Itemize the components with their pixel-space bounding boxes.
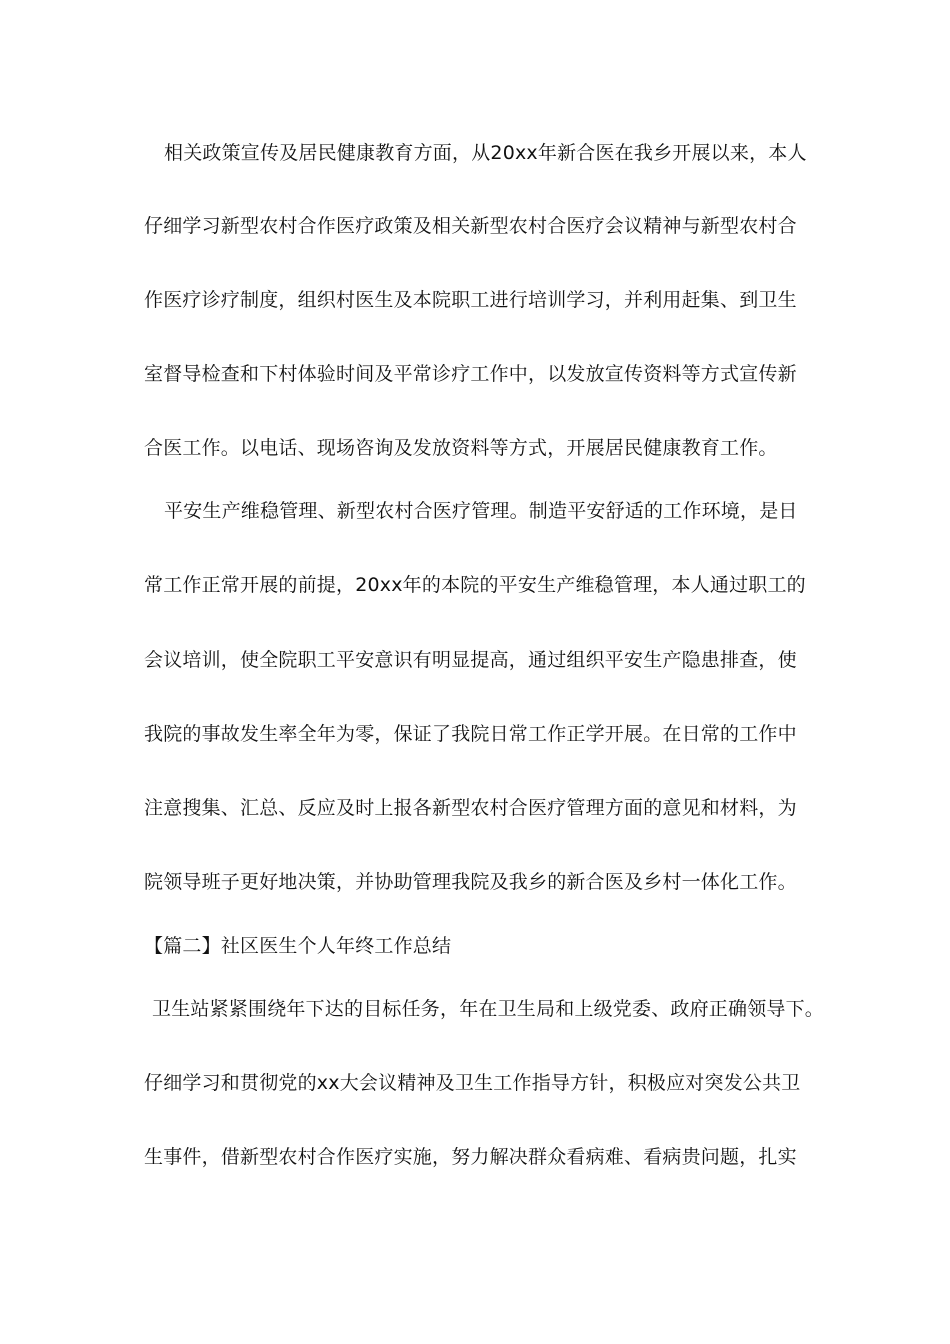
paragraph-line: 院领导班子更好地决策，并协助管理我院及我乡的新合医及乡村一体化工作。 bbox=[144, 871, 797, 893]
paragraph-line: 仔细学习和贯彻党的xx大会议精神及卫生工作指导方针，积极应对突发公共卫 bbox=[144, 1072, 801, 1094]
paragraph-line: 作医疗诊疗制度，组织村医生及本院职工进行培训学习，并利用赶集、到卫生 bbox=[144, 289, 797, 311]
paragraph-line: 相关政策宣传及居民健康教育方面，从20xx年新合医在我乡开展以来，本人 bbox=[164, 142, 807, 164]
paragraph-line: 合医工作。以电话、现场咨询及发放资料等方式，开展居民健康教育工作。 bbox=[144, 437, 778, 459]
paragraph-line: 仔细学习新型农村合作医疗政策及相关新型农村合医疗会议精神与新型农村合 bbox=[144, 215, 797, 237]
section-heading: 【篇二】社区医生个人年终工作总结 bbox=[144, 935, 452, 957]
paragraph-line: 常工作正常开展的前提，20xx年的本院的平安生产维稳管理，本人通过职工的 bbox=[144, 574, 806, 596]
paragraph-line: 我院的事故发生率全年为零，保证了我院日常工作正学开展。在日常的工作中 bbox=[144, 723, 797, 745]
paragraph-line: 会议培训，使全院职工平安意识有明显提高，通过组织平安生产隐患排查，使 bbox=[144, 649, 797, 671]
paragraph-line: 室督导检查和下村体验时间及平常诊疗工作中，以发放宣传资料等方式宣传新 bbox=[144, 363, 797, 385]
paragraph-line: 生事件，借新型农村合作医疗实施，努力解决群众看病难、看病贵问题，扎实 bbox=[144, 1146, 797, 1168]
paragraph-line: 注意搜集、汇总、反应及时上报各新型农村合医疗管理方面的意见和材料，为 bbox=[144, 797, 797, 819]
paragraph-line: 平安生产维稳管理、新型农村合医疗管理。制造平安舒适的工作环境，是日 bbox=[164, 500, 798, 522]
paragraph-line: 卫生站紧紧围绕年下达的目标任务，年在卫生局和上级党委、政府正确领导下。 bbox=[152, 998, 825, 1020]
